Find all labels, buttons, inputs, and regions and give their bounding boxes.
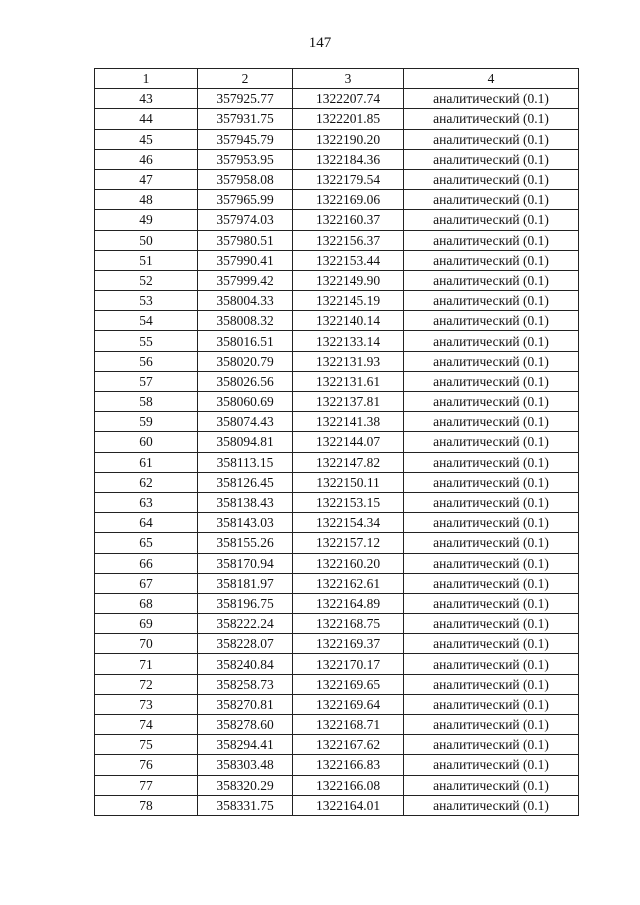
cell-y-coordinate: 1322133.14 [293, 331, 404, 351]
cell-method: аналитический (0.1) [404, 371, 579, 391]
cell-y-coordinate: 1322201.85 [293, 109, 404, 129]
page-number: 147 [308, 35, 332, 51]
cell-method: аналитический (0.1) [404, 513, 579, 533]
table-row [95, 149, 579, 169]
cell-method: аналитический (0.1) [404, 492, 579, 512]
table-row [95, 250, 579, 270]
cell-x-coordinate: 358016.51 [198, 331, 293, 351]
table-row [95, 371, 579, 391]
cell-x-coordinate: 358170.94 [198, 553, 293, 573]
table-row [95, 614, 579, 634]
cell-point-number: 68 [95, 593, 198, 613]
cell-x-coordinate: 357945.79 [198, 129, 293, 149]
cell-method: аналитический (0.1) [404, 533, 579, 553]
cell-point-number: 46 [95, 149, 198, 169]
table-row [95, 513, 579, 533]
cell-method: аналитический (0.1) [404, 129, 579, 149]
table-row [95, 452, 579, 472]
cell-y-coordinate: 1322153.15 [293, 492, 404, 512]
cell-point-number: 58 [95, 392, 198, 412]
cell-y-coordinate: 1322169.37 [293, 634, 404, 654]
cell-x-coordinate: 357958.08 [198, 169, 293, 189]
cell-x-coordinate: 358258.73 [198, 674, 293, 694]
cell-point-number: 53 [95, 291, 198, 311]
cell-point-number: 44 [95, 109, 198, 129]
cell-method: аналитический (0.1) [404, 149, 579, 169]
cell-y-coordinate: 1322164.01 [293, 795, 404, 815]
cell-y-coordinate: 1322145.19 [293, 291, 404, 311]
cell-x-coordinate: 358020.79 [198, 351, 293, 371]
cell-x-coordinate: 357974.03 [198, 210, 293, 230]
cell-method: аналитический (0.1) [404, 270, 579, 290]
cell-x-coordinate: 358138.43 [198, 492, 293, 512]
cell-method: аналитический (0.1) [404, 735, 579, 755]
cell-x-coordinate: 358155.26 [198, 533, 293, 553]
cell-method: аналитический (0.1) [404, 392, 579, 412]
table-row [95, 109, 579, 129]
cell-point-number: 62 [95, 472, 198, 492]
cell-x-coordinate: 358026.56 [198, 371, 293, 391]
cell-y-coordinate: 1322168.75 [293, 614, 404, 634]
table-row [95, 775, 579, 795]
cell-y-coordinate: 1322169.06 [293, 190, 404, 210]
cell-x-coordinate: 358320.29 [198, 775, 293, 795]
cell-y-coordinate: 1322137.81 [293, 392, 404, 412]
cell-x-coordinate: 358331.75 [198, 795, 293, 815]
cell-y-coordinate: 1322179.54 [293, 169, 404, 189]
cell-x-coordinate: 358240.84 [198, 654, 293, 674]
cell-point-number: 78 [95, 795, 198, 815]
cell-method: аналитический (0.1) [404, 674, 579, 694]
cell-point-number: 45 [95, 129, 198, 149]
cell-x-coordinate: 358074.43 [198, 412, 293, 432]
header-cell-method: 4 [404, 69, 579, 89]
cell-y-coordinate: 1322166.83 [293, 755, 404, 775]
cell-method: аналитический (0.1) [404, 311, 579, 331]
cell-method: аналитический (0.1) [404, 634, 579, 654]
cell-y-coordinate: 1322164.89 [293, 593, 404, 613]
cell-method: аналитический (0.1) [404, 210, 579, 230]
header-row [95, 69, 579, 89]
cell-x-coordinate: 358143.03 [198, 513, 293, 533]
cell-method: аналитический (0.1) [404, 432, 579, 452]
cell-x-coordinate: 358196.75 [198, 593, 293, 613]
cell-method: аналитический (0.1) [404, 351, 579, 371]
table-header [95, 69, 579, 89]
cell-y-coordinate: 1322166.08 [293, 775, 404, 795]
table-row [95, 593, 579, 613]
cell-method: аналитический (0.1) [404, 412, 579, 432]
cell-y-coordinate: 1322160.37 [293, 210, 404, 230]
table-row [95, 129, 579, 149]
cell-point-number: 69 [95, 614, 198, 634]
cell-x-coordinate: 357999.42 [198, 270, 293, 290]
cell-point-number: 72 [95, 674, 198, 694]
cell-point-number: 76 [95, 755, 198, 775]
cell-x-coordinate: 357990.41 [198, 250, 293, 270]
cell-x-coordinate: 358294.41 [198, 735, 293, 755]
cell-y-coordinate: 1322207.74 [293, 89, 404, 109]
cell-y-coordinate: 1322140.14 [293, 311, 404, 331]
cell-y-coordinate: 1322131.61 [293, 371, 404, 391]
cell-point-number: 56 [95, 351, 198, 371]
cell-y-coordinate: 1322131.93 [293, 351, 404, 371]
table-row [95, 735, 579, 755]
cell-method: аналитический (0.1) [404, 190, 579, 210]
cell-point-number: 77 [95, 775, 198, 795]
table-row [95, 795, 579, 815]
table-row [95, 412, 579, 432]
cell-point-number: 61 [95, 452, 198, 472]
table-row [95, 270, 579, 290]
cell-y-coordinate: 1322147.82 [293, 452, 404, 472]
cell-method: аналитический (0.1) [404, 250, 579, 270]
cell-x-coordinate: 358303.48 [198, 755, 293, 775]
cell-x-coordinate: 357965.99 [198, 190, 293, 210]
coordinates-table [94, 68, 579, 816]
cell-x-coordinate: 358094.81 [198, 432, 293, 452]
cell-point-number: 52 [95, 270, 198, 290]
table-row [95, 634, 579, 654]
cell-x-coordinate: 358126.45 [198, 472, 293, 492]
cell-method: аналитический (0.1) [404, 715, 579, 735]
cell-point-number: 51 [95, 250, 198, 270]
cell-method: аналитический (0.1) [404, 694, 579, 714]
header-cell-point-number: 1 [95, 69, 198, 89]
cell-x-coordinate: 357925.77 [198, 89, 293, 109]
cell-point-number: 66 [95, 553, 198, 573]
table-row [95, 311, 579, 331]
table-row [95, 210, 579, 230]
table-row [95, 169, 579, 189]
cell-y-coordinate: 1322169.65 [293, 674, 404, 694]
cell-point-number: 64 [95, 513, 198, 533]
header-cell-y: 3 [293, 69, 404, 89]
cell-point-number: 74 [95, 715, 198, 735]
table-row [95, 432, 579, 452]
cell-y-coordinate: 1322168.71 [293, 715, 404, 735]
table-row [95, 654, 579, 674]
cell-method: аналитический (0.1) [404, 553, 579, 573]
cell-y-coordinate: 1322154.34 [293, 513, 404, 533]
cell-point-number: 65 [95, 533, 198, 553]
cell-y-coordinate: 1322156.37 [293, 230, 404, 250]
cell-x-coordinate: 358008.32 [198, 311, 293, 331]
cell-method: аналитический (0.1) [404, 755, 579, 775]
table-row [95, 89, 579, 109]
cell-point-number: 55 [95, 331, 198, 351]
cell-method: аналитический (0.1) [404, 452, 579, 472]
cell-point-number: 75 [95, 735, 198, 755]
table-row [95, 694, 579, 714]
table-row [95, 392, 579, 412]
cell-method: аналитический (0.1) [404, 331, 579, 351]
cell-x-coordinate: 358270.81 [198, 694, 293, 714]
cell-x-coordinate: 358181.97 [198, 573, 293, 593]
cell-method: аналитический (0.1) [404, 775, 579, 795]
cell-y-coordinate: 1322153.44 [293, 250, 404, 270]
cell-point-number: 71 [95, 654, 198, 674]
table-row [95, 674, 579, 694]
table-row [95, 553, 579, 573]
header-cell-x: 2 [198, 69, 293, 89]
cell-x-coordinate: 358113.15 [198, 452, 293, 472]
table-row [95, 230, 579, 250]
cell-method: аналитический (0.1) [404, 169, 579, 189]
cell-x-coordinate: 358004.33 [198, 291, 293, 311]
cell-x-coordinate: 357953.95 [198, 149, 293, 169]
cell-x-coordinate: 357980.51 [198, 230, 293, 250]
cell-point-number: 49 [95, 210, 198, 230]
cell-method: аналитический (0.1) [404, 593, 579, 613]
table-row [95, 351, 579, 371]
cell-method: аналитический (0.1) [404, 573, 579, 593]
cell-method: аналитический (0.1) [404, 472, 579, 492]
cell-x-coordinate: 358060.69 [198, 392, 293, 412]
cell-point-number: 47 [95, 169, 198, 189]
cell-y-coordinate: 1322184.36 [293, 149, 404, 169]
cell-method: аналитический (0.1) [404, 654, 579, 674]
cell-point-number: 70 [95, 634, 198, 654]
table-row [95, 291, 579, 311]
table-row [95, 190, 579, 210]
table-row [95, 492, 579, 512]
table-row [95, 573, 579, 593]
cell-point-number: 57 [95, 371, 198, 391]
cell-method: аналитический (0.1) [404, 614, 579, 634]
table-body [95, 89, 579, 816]
cell-y-coordinate: 1322144.07 [293, 432, 404, 452]
cell-point-number: 50 [95, 230, 198, 250]
cell-method: аналитический (0.1) [404, 109, 579, 129]
cell-x-coordinate: 358278.60 [198, 715, 293, 735]
cell-y-coordinate: 1322167.62 [293, 735, 404, 755]
table-row [95, 715, 579, 735]
cell-x-coordinate: 358222.24 [198, 614, 293, 634]
cell-y-coordinate: 1322190.20 [293, 129, 404, 149]
cell-point-number: 63 [95, 492, 198, 512]
cell-point-number: 59 [95, 412, 198, 432]
cell-point-number: 73 [95, 694, 198, 714]
cell-method: аналитический (0.1) [404, 291, 579, 311]
cell-x-coordinate: 358228.07 [198, 634, 293, 654]
table-row [95, 755, 579, 775]
cell-y-coordinate: 1322169.64 [293, 694, 404, 714]
cell-point-number: 67 [95, 573, 198, 593]
table-row [95, 533, 579, 553]
cell-y-coordinate: 1322149.90 [293, 270, 404, 290]
cell-point-number: 60 [95, 432, 198, 452]
table-row [95, 331, 579, 351]
cell-method: аналитический (0.1) [404, 89, 579, 109]
cell-x-coordinate: 357931.75 [198, 109, 293, 129]
table-row [95, 472, 579, 492]
cell-y-coordinate: 1322150.11 [293, 472, 404, 492]
cell-y-coordinate: 1322162.61 [293, 573, 404, 593]
cell-y-coordinate: 1322160.20 [293, 553, 404, 573]
cell-method: аналитический (0.1) [404, 795, 579, 815]
cell-y-coordinate: 1322157.12 [293, 533, 404, 553]
cell-y-coordinate: 1322141.38 [293, 412, 404, 432]
cell-y-coordinate: 1322170.17 [293, 654, 404, 674]
cell-point-number: 43 [95, 89, 198, 109]
cell-point-number: 54 [95, 311, 198, 331]
cell-point-number: 48 [95, 190, 198, 210]
cell-method: аналитический (0.1) [404, 230, 579, 250]
